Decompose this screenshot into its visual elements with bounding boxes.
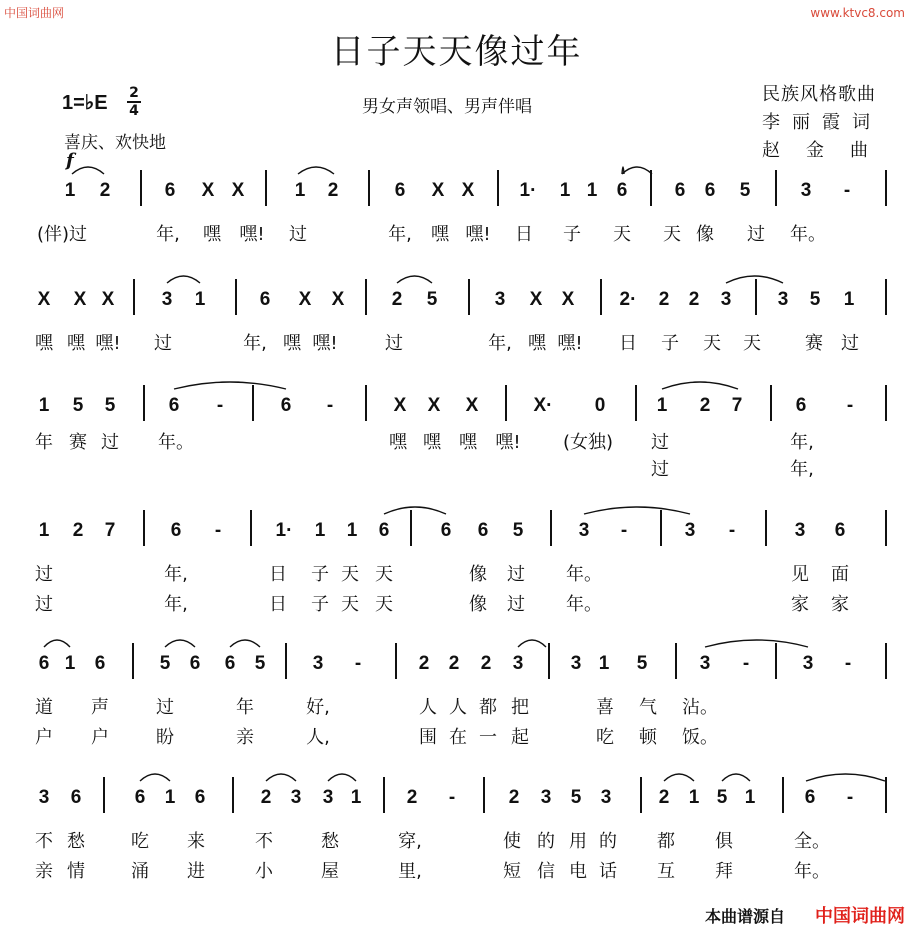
lyric: 嘿	[528, 333, 546, 354]
song-title: 日子天天像过年	[330, 32, 583, 72]
note: 1	[656, 395, 668, 416]
slur	[622, 167, 652, 174]
lyric: 都	[479, 697, 497, 718]
lyric: 像	[469, 594, 487, 615]
lyric: 天	[341, 564, 359, 585]
lyric: 天	[341, 594, 359, 615]
note: 2	[448, 653, 460, 674]
note: 6	[164, 180, 176, 201]
lyric: 愁	[321, 831, 339, 852]
slur-layer	[0, 172, 913, 212]
note: 5	[636, 653, 648, 674]
note: X	[201, 180, 215, 201]
note: 1	[688, 787, 700, 808]
note: -	[354, 653, 362, 674]
lyric: 子	[661, 333, 679, 354]
lyric: 天	[703, 333, 721, 354]
lyric: 亲	[35, 861, 53, 882]
note: 2	[406, 787, 418, 808]
lyric: 嘿!	[312, 333, 338, 354]
note: 1	[586, 180, 598, 201]
note: X	[37, 289, 51, 310]
note: 6	[378, 520, 390, 541]
lyric: 年。	[566, 594, 602, 615]
lyric: 年	[35, 432, 53, 453]
note: 2·	[619, 289, 637, 310]
lyric: 年。	[158, 432, 194, 453]
note: 6	[70, 787, 82, 808]
lyric: 赛	[69, 432, 87, 453]
lyric: 好,	[306, 697, 330, 718]
lyric: 的	[599, 831, 617, 852]
note: 3	[794, 520, 806, 541]
lyric: 过	[651, 432, 669, 453]
note: 6	[795, 395, 807, 416]
note: X	[393, 395, 407, 416]
note: 3	[570, 653, 582, 674]
note: 1	[294, 180, 306, 201]
note: 1·	[519, 180, 537, 201]
note: 2	[391, 289, 403, 310]
note: X	[461, 180, 475, 201]
note: 1	[38, 520, 50, 541]
lyric: 子	[311, 594, 329, 615]
note: 1·	[275, 520, 293, 541]
note: 5	[809, 289, 821, 310]
note: 3	[699, 653, 711, 674]
note: -	[728, 520, 736, 541]
lyric: 年。	[566, 564, 602, 585]
lyric: 天	[743, 333, 761, 354]
lyric: 饭。	[682, 727, 718, 748]
dynamic-marking: f	[66, 150, 74, 171]
lyric: 嘿!	[239, 224, 265, 245]
key-signature	[62, 90, 108, 115]
note: 6	[704, 180, 716, 201]
note: 2	[260, 787, 272, 808]
lyric: 不	[35, 831, 53, 852]
tempo-marking: 喜庆、欢快地	[64, 133, 166, 153]
note: 5	[72, 395, 84, 416]
note: 2	[327, 180, 339, 201]
lyric: 天	[375, 594, 393, 615]
note: -	[844, 653, 852, 674]
lyric: 短	[503, 861, 521, 882]
lyric: 过	[289, 224, 307, 245]
lyric: 嘿!	[495, 432, 521, 453]
lyric: 家	[791, 594, 809, 615]
lyric: 户	[35, 727, 53, 748]
note: X·	[533, 395, 553, 416]
note: 5	[739, 180, 751, 201]
note: X	[298, 289, 312, 310]
lyric: 过	[385, 333, 403, 354]
lyric: 日	[515, 224, 533, 245]
note: 6	[194, 787, 206, 808]
note: 1	[64, 653, 76, 674]
lyric: 人,	[306, 727, 330, 748]
note: 3	[540, 787, 552, 808]
note: -	[846, 395, 854, 416]
lyric: 过	[101, 432, 119, 453]
note: 6	[134, 787, 146, 808]
lyric: 进	[187, 861, 205, 882]
note: 6	[94, 653, 106, 674]
lyric: 人	[449, 697, 467, 718]
lyric: 户	[91, 727, 109, 748]
note: 5	[104, 395, 116, 416]
lyric: 面	[831, 564, 849, 585]
credit-style: 民族风格歌曲	[762, 84, 876, 105]
lyric: 年。	[790, 224, 826, 245]
lyric: 年,	[388, 224, 412, 245]
lyric: 过	[35, 594, 53, 615]
lyric: 嘿!	[465, 224, 491, 245]
lyric: 沾。	[682, 697, 718, 718]
lyric: 年,	[790, 432, 814, 453]
note: X	[431, 180, 445, 201]
lyric: 过	[507, 564, 525, 585]
score-line	[0, 518, 913, 648]
lyric: 来	[187, 831, 205, 852]
note: X	[529, 289, 543, 310]
note: -	[214, 520, 222, 541]
lyric: 子	[311, 564, 329, 585]
slur-layer	[0, 387, 913, 427]
lyric: 子	[563, 224, 581, 245]
lyric: 嘿	[203, 224, 221, 245]
lyric: 嘿	[283, 333, 301, 354]
lyric: 嘿	[67, 333, 85, 354]
note: 1	[843, 289, 855, 310]
lyric: 用	[569, 831, 587, 852]
lyric: (伴)过	[36, 224, 88, 245]
lyric: 人	[419, 697, 437, 718]
lyric: 拜	[715, 861, 733, 882]
lyric: 话	[599, 861, 617, 882]
note: 6	[224, 653, 236, 674]
lyric: 赛	[805, 333, 823, 354]
lyric: 日	[619, 333, 637, 354]
note: 6	[616, 180, 628, 201]
lyric: 过	[651, 459, 669, 480]
lyric: 天	[375, 564, 393, 585]
footer-site: 中国词曲网	[815, 906, 905, 927]
note: 6	[280, 395, 292, 416]
note: 3	[290, 787, 302, 808]
note: X	[231, 180, 245, 201]
note: 1	[598, 653, 610, 674]
lyric: 互	[657, 861, 675, 882]
lyric: (女独)	[562, 432, 614, 453]
score-line	[0, 785, 913, 915]
lyric: 家	[831, 594, 849, 615]
lyric: 过	[154, 333, 172, 354]
note: 2	[480, 653, 492, 674]
lyric: 像	[469, 564, 487, 585]
lyric: 年,	[790, 459, 814, 480]
lyric: 过	[841, 333, 859, 354]
note: 1	[350, 787, 362, 808]
lyric: 把	[511, 697, 529, 718]
note: 1	[194, 289, 206, 310]
note: 6	[674, 180, 686, 201]
credit-composer: 赵金曲	[762, 140, 894, 161]
note: 2	[418, 653, 430, 674]
note: 2	[699, 395, 711, 416]
note: 3	[512, 653, 524, 674]
note: -	[846, 787, 854, 808]
lyric: 涌	[131, 861, 149, 882]
note: 6	[170, 520, 182, 541]
lyric: 年,	[488, 333, 512, 354]
credit-lyricist: 李丽霞词	[762, 112, 882, 133]
note: 5	[159, 653, 171, 674]
note: 3	[720, 289, 732, 310]
lyric: 起	[511, 727, 529, 748]
footer-source: 本曲谱源自	[705, 907, 786, 926]
lyric: 小	[255, 861, 273, 882]
lyric: 顿	[639, 727, 657, 748]
note: X	[561, 289, 575, 310]
lyric: 盼	[156, 727, 174, 748]
note: 7	[731, 395, 743, 416]
note: 1	[314, 520, 326, 541]
note: 5	[716, 787, 728, 808]
note: X	[331, 289, 345, 310]
performance-note: 男女声领唱、男声伴唱	[362, 97, 532, 117]
lyric: 年,	[243, 333, 267, 354]
lyric: 里,	[398, 861, 422, 882]
note: 5	[512, 520, 524, 541]
note: X	[101, 289, 115, 310]
note: 1	[38, 395, 50, 416]
note: 5	[426, 289, 438, 310]
lyric: 吃	[596, 727, 614, 748]
time-top: 2	[129, 85, 139, 101]
note: 1	[559, 180, 571, 201]
lyric: 愁	[67, 831, 85, 852]
lyric: 俱	[715, 831, 733, 852]
note: 1	[164, 787, 176, 808]
lyric: 嘿	[389, 432, 407, 453]
lyric: 年,	[156, 224, 180, 245]
lyric: 年。	[794, 861, 830, 882]
note: 6	[804, 787, 816, 808]
note: 6	[259, 289, 271, 310]
note: 6	[394, 180, 406, 201]
lyric: 气	[639, 697, 657, 718]
lyric: 声	[91, 697, 109, 718]
note: 6	[834, 520, 846, 541]
note: 2	[99, 180, 111, 201]
slur-layer	[0, 281, 913, 321]
slur	[72, 167, 104, 174]
score-line	[0, 651, 913, 781]
slur-layer	[0, 645, 913, 685]
lyric: 年,	[164, 564, 188, 585]
note: -	[843, 180, 851, 201]
slur-layer	[0, 779, 913, 819]
note: 7	[104, 520, 116, 541]
note: 6	[189, 653, 201, 674]
watermark-right: www.ktvc8.com	[810, 6, 905, 20]
lyric: 使	[503, 831, 521, 852]
slur	[298, 167, 334, 174]
lyric: 吃	[131, 831, 149, 852]
note: -	[216, 395, 224, 416]
note: 2	[508, 787, 520, 808]
note: -	[742, 653, 750, 674]
lyric: 穿,	[398, 831, 422, 852]
note: X	[73, 289, 87, 310]
note: 6	[38, 653, 50, 674]
lyric: 见	[791, 564, 809, 585]
note: -	[326, 395, 334, 416]
lyric: 全。	[794, 831, 830, 852]
note: 2	[72, 520, 84, 541]
note: X	[427, 395, 441, 416]
lyric: 年	[236, 697, 254, 718]
note: 3	[312, 653, 324, 674]
note: 6	[440, 520, 452, 541]
note: 3	[38, 787, 50, 808]
watermark-left: 中国词曲网	[4, 6, 65, 20]
note: 1	[346, 520, 358, 541]
lyric: 过	[747, 224, 765, 245]
note: 1	[744, 787, 756, 808]
lyric: 嘿!	[95, 333, 121, 354]
lyric: 不	[255, 831, 273, 852]
note: 0	[594, 395, 606, 416]
note: 2	[688, 289, 700, 310]
lyric: 的	[537, 831, 555, 852]
note: 3	[684, 520, 696, 541]
lyric: 嘿	[35, 333, 53, 354]
note: 2	[658, 289, 670, 310]
lyric: 年,	[164, 594, 188, 615]
lyric: 电	[569, 861, 587, 882]
lyric: 嘿!	[557, 333, 583, 354]
lyric: 围	[419, 727, 437, 748]
note: -	[448, 787, 456, 808]
lyric: 过	[156, 697, 174, 718]
lyric: 信	[537, 861, 555, 882]
note: 3	[161, 289, 173, 310]
note: 3	[777, 289, 789, 310]
lyric: 像	[696, 224, 714, 245]
lyric: 都	[657, 831, 675, 852]
lyric: 过	[35, 564, 53, 585]
lyric: 日	[269, 564, 287, 585]
note: -	[620, 520, 628, 541]
note: 3	[494, 289, 506, 310]
lyric: 过	[507, 594, 525, 615]
lyric: 嘿	[459, 432, 477, 453]
lyric: 喜	[596, 697, 614, 718]
note: 6	[477, 520, 489, 541]
note: 3	[578, 520, 590, 541]
note: 3	[800, 180, 812, 201]
note: 2	[658, 787, 670, 808]
lyric: 嘿	[423, 432, 441, 453]
note: 3	[322, 787, 334, 808]
note: 3	[802, 653, 814, 674]
lyric: 天	[663, 224, 681, 245]
note: 5	[254, 653, 266, 674]
lyric: 一	[479, 727, 497, 748]
lyric: 屋	[321, 861, 339, 882]
time-bottom: 4	[129, 103, 139, 119]
lyric: 天	[613, 224, 631, 245]
slur-layer	[0, 512, 913, 552]
lyric: 嘿	[431, 224, 449, 245]
note: 1	[64, 180, 76, 201]
score-line	[0, 393, 913, 523]
lyric: 亲	[236, 727, 254, 748]
lyric: 道	[35, 697, 53, 718]
lyric: 日	[269, 594, 287, 615]
note: X	[465, 395, 479, 416]
note: 3	[600, 787, 612, 808]
key-text: 1=♭E	[62, 92, 108, 114]
note: 5	[570, 787, 582, 808]
note: 6	[168, 395, 180, 416]
lyric: 在	[449, 727, 467, 748]
lyric: 情	[67, 861, 85, 882]
